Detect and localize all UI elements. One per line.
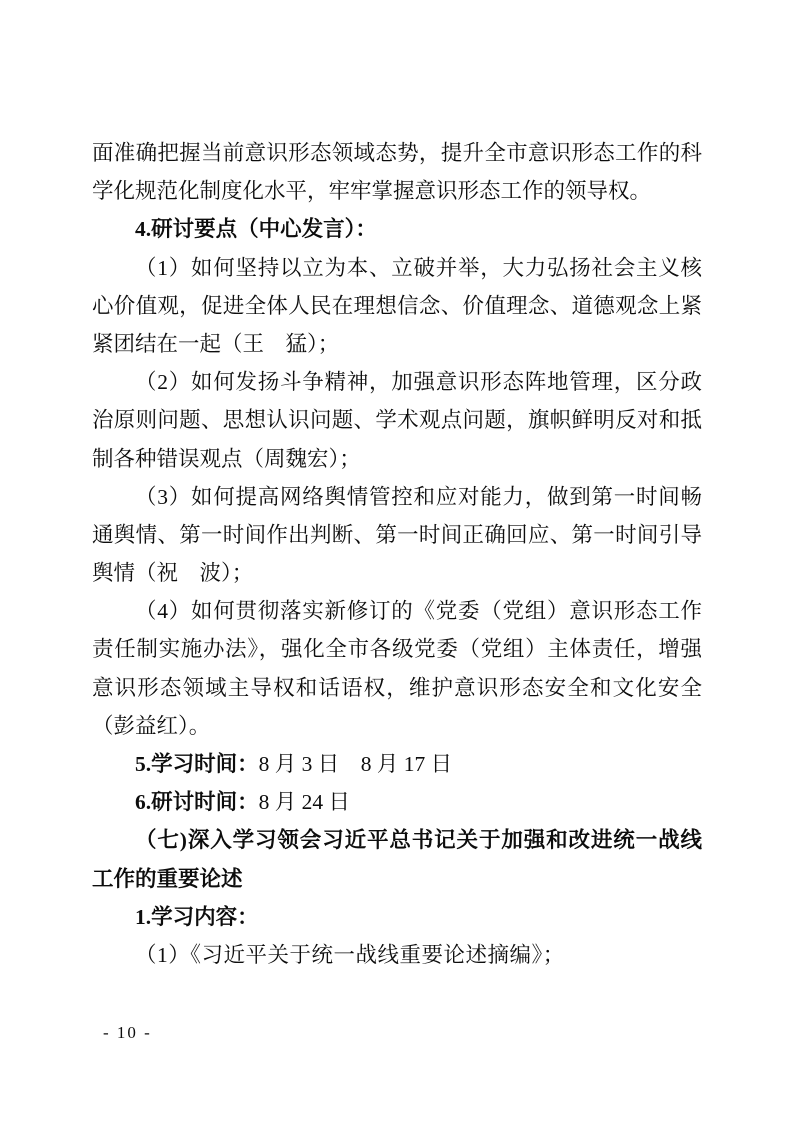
discussion-point-2-line-2: 治原则问题、思想认识问题、学术观点问题，旗帜鲜明反对和抵 xyxy=(92,408,702,433)
discussion-point-2-line-1: （2）如何发扬斗争精神，加强意识形态阵地管理，区分政 xyxy=(135,370,702,395)
discussion-point-3-line-1: （3）如何提高网络舆情管控和应对能力，做到第一时间畅 xyxy=(135,484,702,509)
discussion-point-2-line-3: 制各种错误观点（周魏宏）； xyxy=(92,446,361,471)
discussion-point-1-line-2: 心价值观，促进全体人民在理想信念、价值理念、道德观念上紧 xyxy=(92,293,702,318)
para-ideology-continuation-line-2: 学化规范化制度化水平，牢牢掌握意识形态工作的领导权。 xyxy=(92,179,652,204)
discussion-point-4-line-3: 意识形态领域主导权和话语权，维护意识形态安全和文化安全 xyxy=(92,675,702,700)
heading-section-7-line-1: （七)深入学习领会习近平总书记关于加强和改进统一战线 xyxy=(135,828,702,853)
seminar-time-line xyxy=(92,783,702,821)
discussion-point-3-line-2: 通舆情、第一时间作出判断、第一时间正确回应、第一时间引导 xyxy=(92,522,702,547)
heading-discussion-points: 4.研讨要点（中心发言）： xyxy=(135,217,377,242)
study-time-line xyxy=(92,745,702,783)
discussion-point-4-line-1: （4）如何贯彻落实新修订的《党委（党组）意识形态工作 xyxy=(135,599,702,624)
heading-study-content: 1.学习内容： xyxy=(135,904,259,929)
discussion-point-3-line-3: 舆情（祝 波）； xyxy=(92,561,254,586)
discussion-point-4-line-2: 责任制实施办法》，强化全市各级党委（党组）主体责任，增强 xyxy=(92,637,702,662)
document-body xyxy=(92,134,702,974)
heading-section-7-line-2: 工作的重要论述 xyxy=(92,866,243,891)
study-time-label: 5.学习时间： xyxy=(135,752,259,776)
page-number: - 10 - xyxy=(103,1023,152,1042)
study-time-value: 8 月 3 日 8 月 17 日 xyxy=(258,752,453,776)
discussion-point-1-line-1: （1）如何坚持以立为本、立破并举，大力弘扬社会主义核 xyxy=(135,255,702,280)
seminar-time-value: 8 月 24 日 xyxy=(258,790,351,815)
discussion-point-4-line-4: （彭益红）。 xyxy=(92,713,211,738)
discussion-point-1-line-3: 紧团结在一起（王 猛）； xyxy=(92,331,340,356)
seminar-time-label: 6.研讨时间： xyxy=(135,790,259,815)
para-ideology-continuation-line-1: 面准确把握当前意识形态领域态势，提升全市意识形态工作的科 xyxy=(92,141,702,165)
study-content-item-1: （1）《习近平关于统一战线重要论述摘编》； xyxy=(135,942,565,967)
